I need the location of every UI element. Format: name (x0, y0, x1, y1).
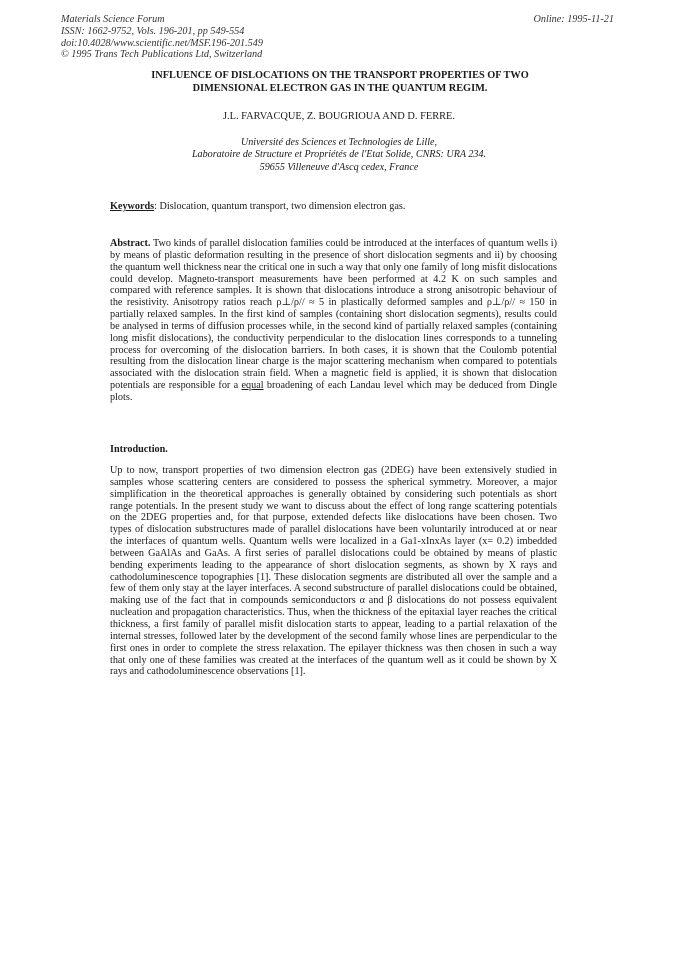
abstract-text-2: ≈ 5 in plastically deformed samples and (304, 297, 487, 309)
keywords (110, 201, 405, 212)
title-line-1: INFLUENCE OF DISLOCATIONS ON THE TRANSPORT PROPERTIES OF TWO (151, 70, 529, 81)
paper-title (110, 70, 570, 95)
title-line-2: DIMENSIONAL ELECTRON GAS IN THE QUANTUM REGIM. (192, 82, 488, 94)
online-date: Online: 1995-11-21 (533, 14, 614, 25)
introduction-heading: Introduction. (110, 444, 168, 455)
affiliation-line-3: 59655 Villeneuve d'Ascq cedex, France (259, 161, 419, 173)
doi-line: doi:10.4028/www.scientific.net/MSF.196-201.549 (61, 37, 263, 49)
keywords-text: : Dislocation, quantum transport, two dimension electron gas. (154, 201, 406, 212)
equal-emphasis: equal (241, 380, 264, 392)
anisotropy-ratio: ρ⊥/ρ// (276, 297, 305, 309)
abstract-label: Abstract. (110, 238, 151, 249)
author-list: J.L. FARVACQUE, Z. BOUGRIOUA AND D. FERRE. (222, 111, 455, 122)
introduction-paragraph (110, 465, 557, 678)
affiliation-line-2: Laboratoire de Structure et Propriétés de l'Etat Solide, CNRS: URA 234. (191, 149, 487, 161)
anisotropy-ratio: ρ⊥/ρ// (486, 297, 516, 309)
journal-name: Materials Science Forum (61, 14, 165, 25)
intro-text-1: Up to now, transport properties of two dimension electron gas (2DEG) have been extensively studied in samples whose scattering centers are considered to possess the spherical symmetry. Moreover, a major simplification in the theoretical approaches is generally obtained by considering such potentials as short range potentials. In the present study we want to discuss about the effect of long range scattering potentials on the 2DEG properties and, for that purpose, extended defects like dislocations have been chosen. Two types of dislocation substructures made of parallel dislocations have been voluntarily introduced at or near the interfaces of quantum wells. Quantum wells were localized in a (110, 465, 557, 548)
affiliation (0, 137, 678, 174)
journal-header (61, 14, 263, 61)
abstract-text-1: Two kinds of parallel dislocation families could be introduced at the interfaces of quantum wells i) by means of plastic deformation resulting in the presence of short dislocation segments and ii) by choosing the quantum well thickness near the critical one in such a way that only one family of long misfit dislocations could develop. Magneto-transport measurements have been performed at 4.2 K on such samples and compared with reference samples. It is shown that dislocations introduce a strong anisotropic behaviour of the resistivity. Anisotropy ratios reach (110, 238, 557, 309)
keywords-label: Keywords (110, 201, 155, 212)
abstract-paragraph (110, 238, 557, 404)
chemical-formula: Ga1-xInxAs (400, 536, 451, 548)
issn-line: ISSN: 1662-9752, Vols. 196-201, pp 549-554 (61, 25, 245, 37)
affiliation-line-1: Université des Sciences et Technologies de Lille, (240, 137, 438, 148)
abstract-text-4: broadening of each Landau level which may be deduced from Dingle plots. (110, 380, 557, 403)
intro-text-2: layer (x= 0.2) imbedded between GaAlAs and GaAs. A first series of parallel dislocations could be obtained by means of plastic bending experiments leading to the appearance of short dislocation segments, as shown by X rays and cathodoluminescence topographies [1]. These dislocation segments are distributed all over the sample and a few of them only stay at the layer interfaces. A second substructure of parallel dislocations could be obtained, making use of the fact that in compounds semiconductors α and β dislocations do not possess equivalent nucleation and propagation characteristics. Thus, when the thickness of the epitaxial layer reaches the critical thickness, a first family of parallel misfit dislocation starts to appear, leading to a partial relaxation of the internal stresses, followed later by the development of the second family whose lines are perpendicular to the first ones in order to complete the stress relaxation. The epilayer thickness was then chosen in such a way that only one of these families was created at the interfaces of the quantum well as it could be shown by X rays and cathodoluminescence observations [1]. (110, 536, 557, 678)
abstract-text-3: ≈ 150 in partially relaxed samples. In the first kind of samples (containing short dislocation segments), results could be analysed in terms of diffusion processes while, in the second kind of partially relaxed samples (containing long misfit dislocations), the conductivity perpendicular to the dislocation lines corresponds to a tunneling process for overcoming of the dislocation barriers. In both cases, it is shown that the Coulomb potential resulting from the dislocation linear charge is the major scattering mechanism when compared to potentials associated with the dislocation strain field. When a magnetic field is applied, it is shown that dislocation potentials are responsible for a (110, 297, 558, 392)
copyright-line: © 1995 Trans Tech Publications Ltd, Switzerland (61, 49, 263, 61)
